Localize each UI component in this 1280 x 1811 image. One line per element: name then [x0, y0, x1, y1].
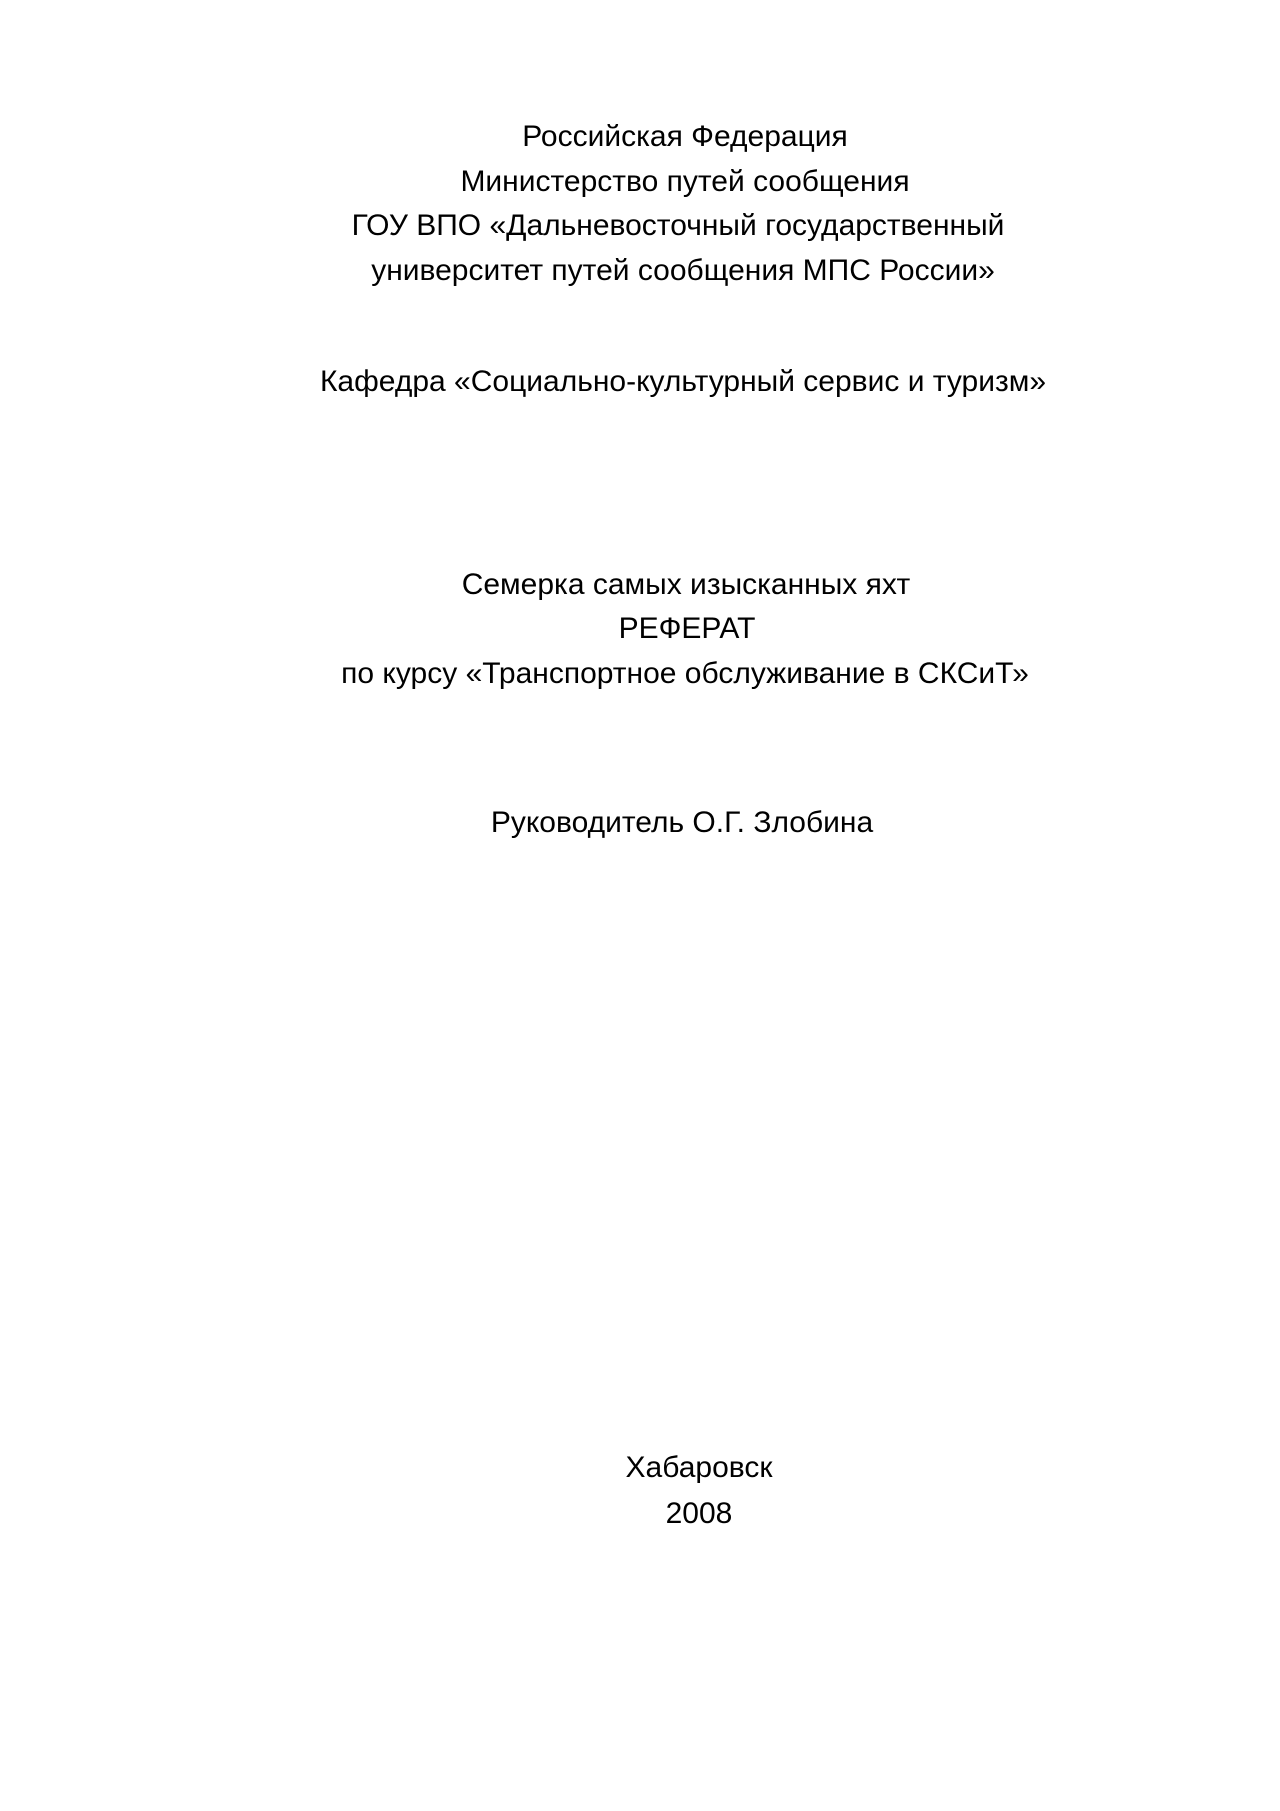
city: Хабаровск [625, 1451, 773, 1484]
work-type: РЕФЕРАТ [618, 612, 756, 645]
university-name-line1: ГОУ ВПО «Дальневосточный государственный [351, 209, 1005, 242]
country-name: Российская Федерация [522, 120, 848, 153]
course-name: по курсу «Транспортное обслуживание в СКСиТ» [341, 657, 1029, 690]
university-name-line2: университет путей сообщения МПС России» [371, 254, 995, 287]
year: 2008 [665, 1497, 733, 1530]
work-title: Семерка самых изысканных яхт [461, 568, 911, 601]
ministry-name: Министерство путей сообщения [460, 165, 910, 198]
supervisor: Руководитель О.Г. Злобина [490, 806, 874, 839]
department-name: Кафедра «Социально-культурный сервис и туризм» [319, 365, 1047, 398]
